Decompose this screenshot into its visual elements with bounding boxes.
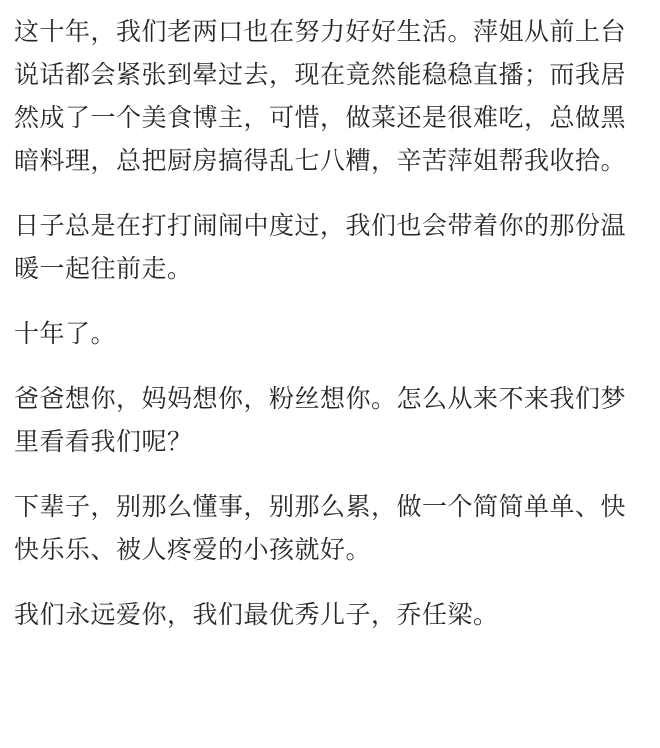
paragraph-4: 爸爸想你，妈妈想你，粉丝想你。怎么从来不来我们梦里看看我们呢？ <box>14 384 627 456</box>
paragraph-6: 我们永远爱你，我们最优秀儿子，乔任梁。 <box>14 600 499 629</box>
paragraph-1: 这十年，我们老两口也在努力好好生活。萍姐从前上台说话都会紧张到晕过去，现在竟然能稳稳直播；而我居然成了一个美食博主，可惜，做菜还是很难吃，总做黑暗料理，总把厨房搞得乱七八糟，辛苦萍姐帮我收拾。 <box>14 17 627 175</box>
paragraph-5: 下辈子，别那么懂事，别那么累，做一个简简单单、快快乐乐、被人疼爱的小孩就好。 <box>14 492 627 564</box>
paragraph-2: 日子总是在打打闹闹中度过，我们也会带着你的那份温暖一起往前走。 <box>14 211 627 283</box>
paragraph-3: 十年了。 <box>14 319 117 348</box>
